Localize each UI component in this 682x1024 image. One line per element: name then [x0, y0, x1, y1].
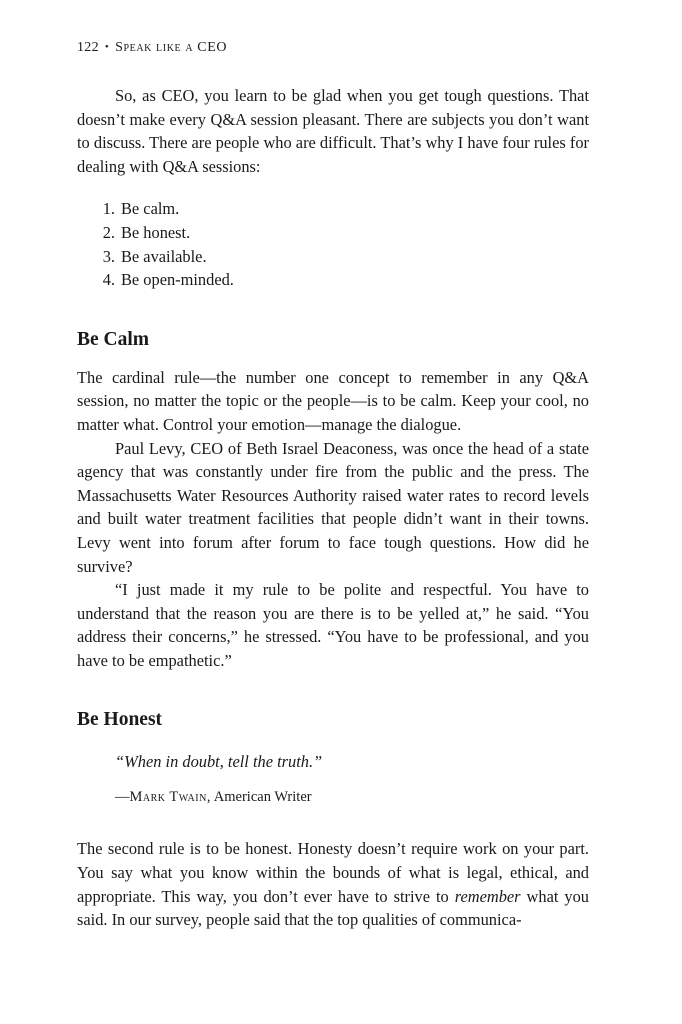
- running-head: [77, 38, 589, 58]
- be-honest-text-end: what you said. In our survey, people said that the top qualities of communica-: [77, 886, 589, 930]
- be-calm-paragraph-3: “I just made it my rule to be polite and respectful. You have to understand that the reason you are there is to be yelled at,” he said. “You address their concerns,” he stressed. “You have to be professional, and you have to be empathetic.”: [77, 580, 589, 670]
- list-item-number: 4.: [102, 270, 115, 290]
- be-honest-text-start: The second rule is to be honest. Honesty doesn’t require work on your part. You say what you know within the bounds of what is legal, ethical, and appropriate. This way, you don’t ever have to strive to: [77, 839, 589, 906]
- bullet-separator: •: [104, 41, 110, 53]
- list-item-text: Be calm.: [121, 199, 180, 219]
- epigraph-attribution: [115, 786, 589, 808]
- page-number: 122: [77, 40, 99, 55]
- be-calm-paragraph-1: The cardinal rule—the number one concept to remember in any Q&A session, no matter the topic or the people—is to be calm. Keep your cool, no matter what. Control your emotion—manage the dialogue.: [77, 367, 589, 434]
- section-heading-be-calm: Be Calm: [77, 328, 150, 350]
- list-item-text: Be open-minded.: [121, 270, 234, 290]
- emphasized-word: remember: [454, 886, 521, 906]
- epigraph-author: Mark Twain,: [129, 789, 211, 806]
- list-item-number: 3.: [102, 246, 115, 266]
- list-item-text: Be honest.: [121, 222, 191, 242]
- epigraph-dash: —: [115, 789, 130, 806]
- epigraph-quote: “When in doubt, tell the truth.”: [115, 752, 323, 772]
- list-item: [77, 197, 589, 221]
- book-page: [77, 38, 589, 932]
- be-honest-paragraph-1: [77, 837, 589, 931]
- list-item-number: 1.: [102, 199, 115, 219]
- book-title: Speak like a CEO: [115, 40, 228, 55]
- list-item: [77, 268, 589, 292]
- rules-list: [77, 197, 589, 291]
- epigraph: [115, 750, 589, 808]
- intro-paragraph: So, as CEO, you learn to be glad when you get tough questions. That doesn’t make every Q&A session pleasant. There are subjects you don’t want to discuss. There are people who are difficult. That’s why I have four rules for dealing with Q&A sessions:: [77, 86, 589, 176]
- list-item: [77, 245, 589, 269]
- list-item-text: Be available.: [121, 246, 207, 266]
- epigraph-role: American Writer: [213, 789, 312, 806]
- section-heading-be-honest: Be Honest: [77, 709, 163, 731]
- list-item-number: 2.: [102, 222, 115, 242]
- be-calm-paragraph-2: Paul Levy, CEO of Beth Israel Deaconess, was once the head of a state agency that was constantly under fire from the public and the press. The Massachusetts Water Resources Authority raised water rates to record levels and built water treatment facilities that people didn’t want in their towns. Levy went into forum after forum to face tough questions. How did he survive?: [77, 438, 589, 576]
- list-item: [77, 221, 589, 245]
